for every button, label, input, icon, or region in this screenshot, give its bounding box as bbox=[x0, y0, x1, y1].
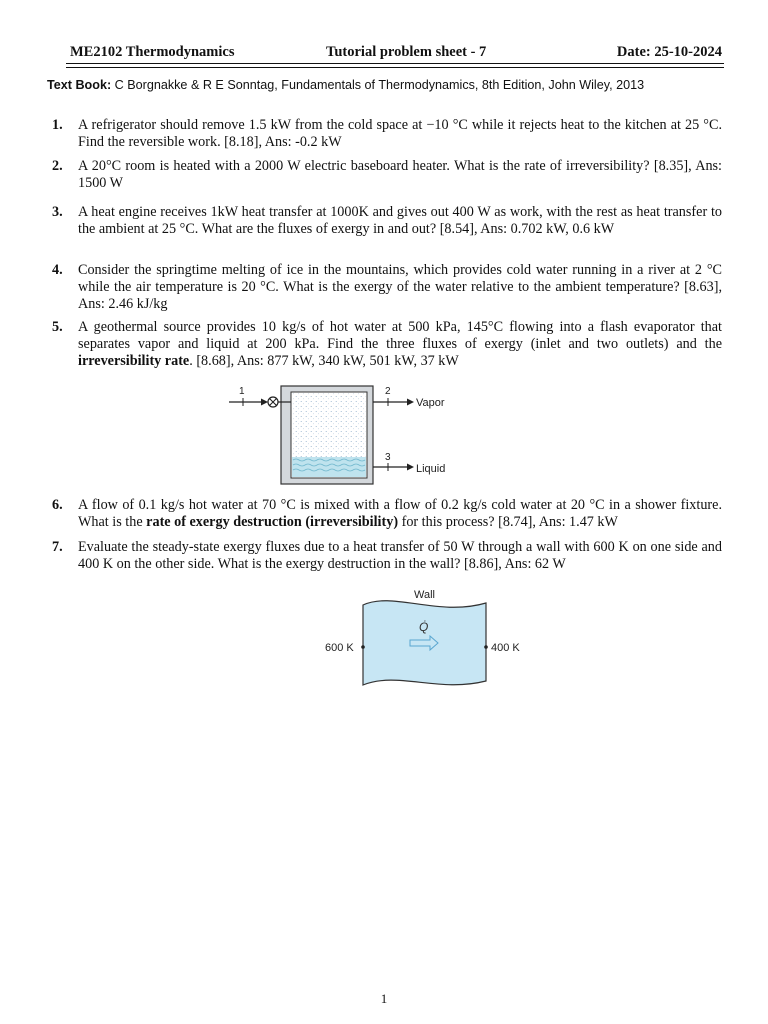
problem-number: 5. bbox=[52, 319, 63, 335]
sheet-title: Tutorial problem sheet - 7 bbox=[326, 44, 487, 60]
problem-text: A heat engine receives 1kW heat transfer at 1000K and gives out 400 W as work, with the rest as heat transfer to the ambient at 25 °C. What are the fluxes of exergy in and out? [8.54], Ans: 0.702 kW, 0.6 kW bbox=[78, 204, 722, 237]
problem-text: A 20°C room is heated with a 2000 W electric baseboard heater. What is the rate of irreversibility? [8.35], Ans: 1500 W bbox=[78, 158, 722, 191]
left-temperature: 600 K bbox=[325, 642, 354, 654]
wall-heat-transfer-figure bbox=[318, 585, 538, 690]
problem-7 bbox=[52, 539, 722, 573]
left-surface-point bbox=[361, 645, 365, 649]
problem-number: 3. bbox=[52, 204, 63, 220]
header-rule-bottom bbox=[66, 67, 724, 68]
sheet-date: Date: 25-10-2024 bbox=[616, 44, 722, 60]
liquid-port-label: 3 bbox=[385, 452, 391, 463]
page-header bbox=[70, 44, 722, 64]
wall-shape bbox=[363, 601, 486, 685]
problem-text: Evaluate the steady-state exergy fluxes due to a heat transfer of 50 W through a wall with 600 K on one side and 400 K on the other side. What is the exergy destruction in the wall? [8.86], Ans: 62 W bbox=[78, 539, 722, 572]
vapor-region bbox=[292, 393, 366, 457]
problem-number: 4. bbox=[52, 262, 63, 278]
page-number: 1 bbox=[380, 991, 388, 1006]
header-rule-top bbox=[66, 63, 724, 64]
course-title: ME2102 Thermodynamics bbox=[70, 44, 235, 60]
problem-text: Consider the springtime melting of ice in the mountains, which provides cold water running in a river at 2 °C while the air temperature is 20 °C. What is the exergy of the water relative to the ambient temperature? [8.63], Ans: 2.46 kJ/kg bbox=[78, 262, 722, 312]
right-temperature: 400 K bbox=[491, 642, 520, 654]
problem-number: 6. bbox=[52, 497, 63, 513]
textbook-citation: C Borgnakke & R E Sonntag, Fundamentals of Thermodynamics, 8th Edition, John Wiley, 2013 bbox=[111, 78, 645, 92]
textbook-reference bbox=[47, 78, 737, 92]
vapor-label: Vapor bbox=[416, 397, 445, 409]
problem-1 bbox=[52, 117, 722, 151]
problem-number: 2. bbox=[52, 158, 63, 174]
problem-5 bbox=[52, 319, 722, 369]
problem-text: A refrigerator should remove 1.5 kW from the cold space at −10 °C while it rejects heat to the kitchen at 25 °C. Find the reversible work. [8.18], Ans: -0.2 kW bbox=[78, 117, 722, 150]
right-surface-point bbox=[484, 645, 488, 649]
problem-number: 1. bbox=[52, 117, 63, 133]
problem-number: 7. bbox=[52, 539, 63, 555]
problem-3 bbox=[52, 204, 722, 238]
liquid-label: Liquid bbox=[416, 463, 446, 475]
bold-term: rate of exergy destruction (irreversibility) bbox=[146, 513, 399, 530]
textbook-label: Text Book: bbox=[47, 78, 112, 92]
problem-text: A geothermal source provides 10 kg/s of hot water at 500 kPa, 145°C flowing into a flash evaporator that separates vapor and liquid at 200 kPa. Find the three fluxes of exergy (inlet and two outlets) and the irreversibility rate. [8.68], Ans: 877 kW, 340 kW, 501 kW, 37 kW bbox=[78, 319, 722, 369]
heat-rate-symbol: Q̇ bbox=[419, 620, 429, 634]
inlet-label: 1 bbox=[239, 386, 245, 397]
vapor-port-label: 2 bbox=[385, 386, 391, 397]
wall-label: Wall bbox=[414, 589, 435, 601]
problem-6 bbox=[52, 497, 722, 531]
problem-text: A flow of 0.1 kg/s hot water at 70 °C is mixed with a flow of 0.2 kg/s cold water at 20 °C in a shower fixture. What is the rate of exergy destruction (irreversibility) for this process? [8.74], Ans: 1.47 kW bbox=[78, 497, 722, 530]
problem-4 bbox=[52, 262, 722, 312]
flash-evaporator-figure bbox=[225, 380, 465, 488]
bold-term: irreversibility rate bbox=[78, 352, 190, 369]
problem-2 bbox=[52, 158, 722, 192]
